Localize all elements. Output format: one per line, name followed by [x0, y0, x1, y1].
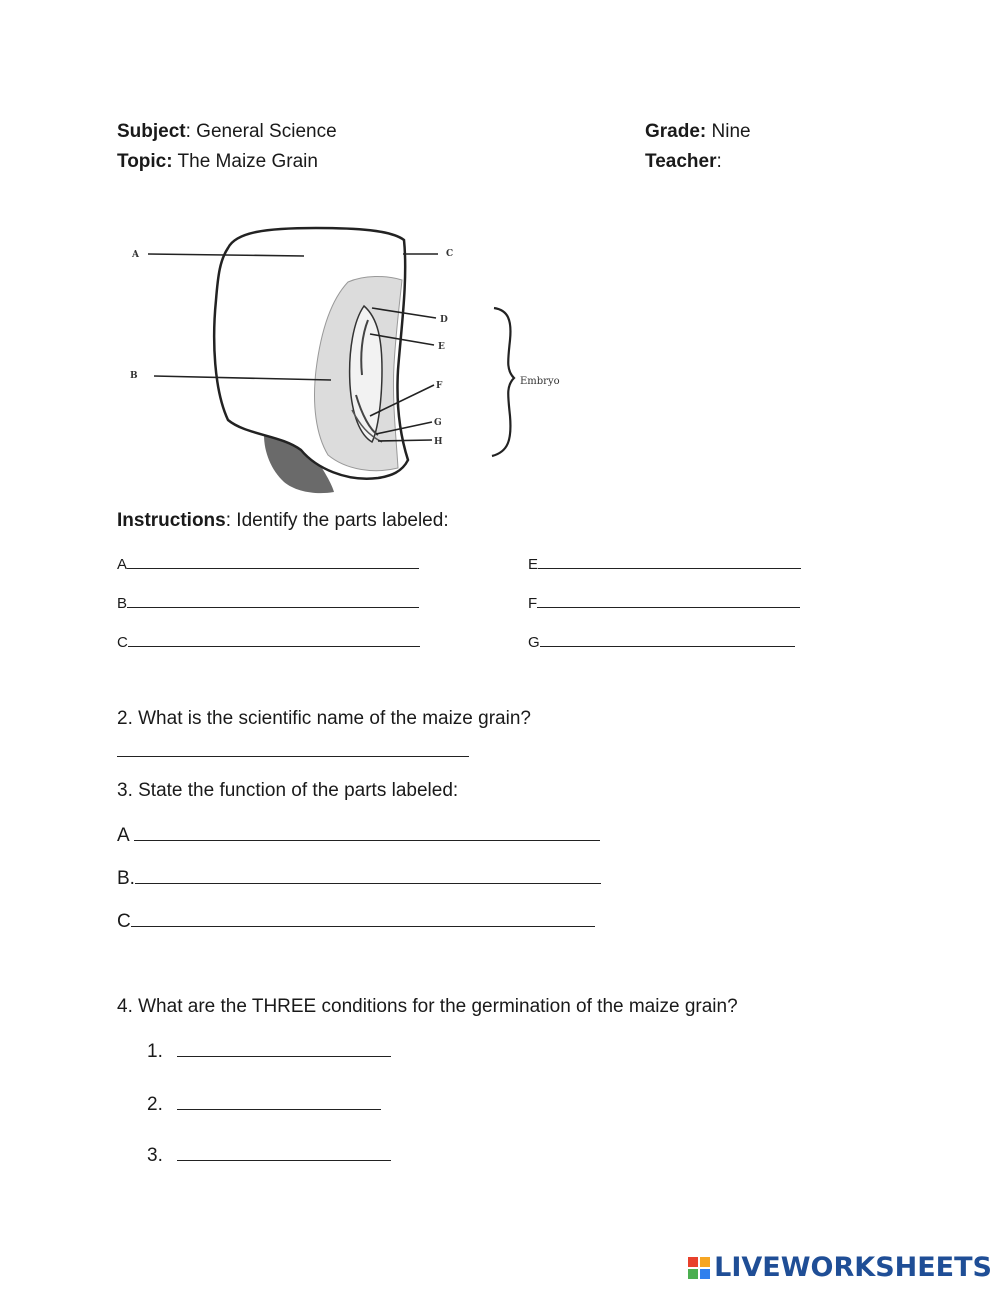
identify-blank-c[interactable]	[128, 632, 420, 647]
question-2-blank[interactable]	[117, 740, 469, 757]
q3-row-b	[117, 867, 601, 890]
topic-line	[117, 151, 318, 173]
question-4: 4. What are the THREE conditions for the germination of the maize grain?	[117, 996, 738, 1017]
q4-number-2: 2.	[147, 1094, 163, 1115]
q3-blank-c[interactable]	[131, 910, 595, 927]
subject-value: : General Science	[185, 121, 337, 142]
identify-row-e	[528, 554, 801, 574]
identify-row-c	[117, 632, 420, 652]
q4-blank-2[interactable]	[177, 1093, 381, 1110]
identify-row-g	[528, 632, 795, 652]
q4-row-2	[147, 1093, 381, 1116]
grade-line	[645, 121, 751, 143]
liveworksheets-logo	[688, 1252, 992, 1283]
diagram-label-c: C	[446, 249, 454, 259]
maize-grain-diagram	[116, 220, 586, 500]
logo-blocks-icon	[688, 1257, 710, 1279]
teacher-label: Teacher	[645, 151, 717, 172]
identify-blank-b[interactable]	[127, 593, 419, 608]
q3-row-a	[117, 824, 600, 847]
q3-blank-b[interactable]	[135, 867, 601, 884]
identify-letter-f: F	[528, 595, 538, 612]
identify-letter-e: E	[528, 556, 539, 573]
q3-letter-a: A	[117, 825, 134, 846]
identify-letter-c: C	[117, 634, 128, 651]
q4-blank-1[interactable]	[177, 1040, 391, 1057]
question-3: 3. State the function of the parts labeled:	[117, 780, 459, 801]
diagram-label-d: D	[440, 315, 448, 325]
instructions-text: : Identify the parts labeled:	[225, 510, 449, 531]
identify-letter-b: B	[117, 595, 128, 612]
q4-row-3	[147, 1144, 391, 1167]
instructions-label: Instructions	[117, 510, 226, 531]
q3-letter-c: C	[117, 911, 131, 932]
identify-blank-e[interactable]	[538, 554, 801, 569]
diagram-label-e: E	[438, 342, 445, 352]
question-2: 2. What is the scientific name of the maize grain?	[117, 708, 531, 729]
identify-row-f	[528, 593, 800, 613]
q4-blank-3[interactable]	[177, 1144, 391, 1161]
identify-row-b	[117, 593, 419, 613]
q3-letter-b: B.	[117, 868, 135, 889]
grade-value: Nine	[706, 121, 751, 142]
identify-blank-f[interactable]	[537, 593, 800, 608]
topic-value: The Maize Grain	[172, 151, 318, 172]
diagram-label-h: H	[434, 437, 443, 447]
diagram-label-a: A	[132, 250, 139, 260]
identify-blank-g[interactable]	[540, 632, 795, 647]
q3-blank-a[interactable]	[134, 824, 600, 841]
subject-label: Subject	[117, 121, 186, 142]
q4-number-1: 1.	[147, 1041, 163, 1062]
diagram-label-b: B	[130, 371, 138, 381]
identify-blank-a[interactable]	[127, 554, 419, 569]
teacher-line	[645, 151, 722, 173]
identify-letter-g: G	[528, 634, 540, 651]
diagram-label-f: F	[436, 381, 443, 391]
subject-line	[117, 121, 337, 143]
topic-label: Topic:	[117, 151, 173, 172]
diagram-label-embryo: Embryo	[520, 376, 560, 387]
logo-text: LIVEWORKSHEETS	[714, 1252, 992, 1283]
identify-row-a	[117, 554, 419, 574]
q3-row-c	[117, 910, 595, 933]
teacher-value: :	[716, 151, 722, 172]
leader-line-h	[378, 440, 432, 441]
identify-letter-a: A	[117, 556, 128, 573]
q4-row-1	[147, 1040, 391, 1063]
q4-number-3: 3.	[147, 1145, 163, 1166]
diagram-label-g: G	[434, 418, 442, 428]
grade-label: Grade:	[645, 121, 707, 142]
instructions-line	[117, 510, 449, 532]
